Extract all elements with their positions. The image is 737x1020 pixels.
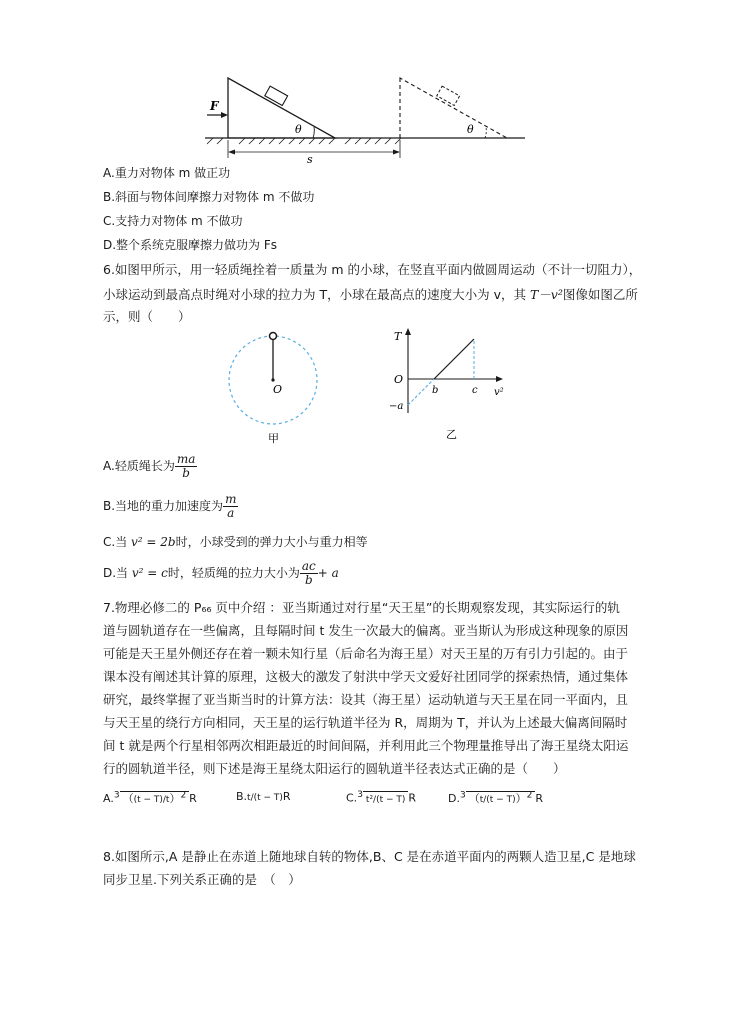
q6-stem-line3: 示，则（ ） <box>103 309 191 324</box>
q5-option-c: C.支持力对物体 m 不做功 <box>103 214 243 228</box>
incline-figure <box>195 70 535 170</box>
graph-neg-a-label: −a <box>389 401 404 412</box>
distance-label: s <box>307 153 313 166</box>
fig-jia-caption: 甲 <box>268 432 279 445</box>
circle-center-label: O <box>273 383 283 396</box>
q6-option-d: D.当 v² = c时，轻质绳的拉力大小为 $\frac{ac}{b}$ + a <box>103 559 339 587</box>
q7-line-5: 研究，最终掌握了亚当斯当时的计算方法：设其（海王星）运动轨道与天王星在同一平面内，且 <box>103 692 629 707</box>
q6-d-fraction: $\frac{ac}{b}$ <box>301 559 316 587</box>
q7-option-d: D.$^3$ $(t/(t - T))^2$ R <box>448 790 543 805</box>
graph-b-label: b <box>432 385 439 396</box>
angle-label-right: θ <box>467 123 474 136</box>
q6-stem-line2a: 小球运动到最高点时绳对小球的拉力为 T，小球在最高点的速度大小为 v，其 <box>103 287 530 302</box>
q8-line-2: 同步卫星.下列关系正确的是 （ ） <box>103 872 301 887</box>
graph-x-label: v² <box>494 387 504 398</box>
q6-option-a: A.轻质绳长为 $\frac{ma}{b}$ <box>103 452 196 480</box>
q6-option-c: C.当 v² = 2b时，小球受到的弹力大小与重力相等 <box>103 535 368 549</box>
q5-option-b: B.斜面与物体间摩擦力对物体 m 不做功 <box>103 190 315 204</box>
q5-option-d: D.整个系统克服摩擦力做功为 Fs <box>103 238 278 252</box>
q7-line-2: 道与圆轨道存在一些偏离，且每隔时间 t 发生一次最大的偏离。亚当斯认为形成这种现象的原因 <box>103 623 629 638</box>
q7-line-4: 课本没有阐述其计算的原理，这极大的激发了射洪中学天文爱好社团同学的探索热情，通过集体 <box>103 669 629 684</box>
graph-y-label: T <box>394 330 402 343</box>
q7-option-b: B.t/(t − T)R <box>236 790 291 803</box>
q5-option-a: A.重力对物体 m 做正功 <box>103 166 231 180</box>
q7-line-8: 行的圆轨道半径，则下述是海王星绕太阳运行的圆轨道半径表达式正确的是（ ） <box>103 761 566 776</box>
q8-line-1: 8.如图所示,A 是静止在赤道上随地球自转的物体,B、C 是在赤道平面内的两颗人造卫星,C 是地球 <box>103 849 636 864</box>
force-label: F <box>210 99 219 113</box>
q7-line-1: 7.物理必修二的 P₆₆ 页中介绍 ：亚当斯通过对行星“天王星”的长期观察发现，其实际运行的轨 <box>103 600 620 615</box>
q6-b-fraction: $\frac{m}{a}$ <box>225 492 237 520</box>
angle-label-left: θ <box>295 123 302 136</box>
q6-a-fraction: $\frac{ma}{b}$ <box>176 452 196 480</box>
q7-line-6: 与天王星的绕行方向相同，天王星的运行轨道半径为 R，周期为 T，并认为上述最大偏离间隔时 <box>103 715 628 730</box>
q6-stem-line2 <box>103 285 638 303</box>
t-v2-graph <box>388 325 518 450</box>
q6-stem-line1: 6.如图甲所示，用一轻质绳拴着一质量为 m 的小球，在竖直平面内做圆周运动（不计一切阻力）， <box>103 262 642 277</box>
q7-line-7: 间 t 就是两个行星相邻两次相距最近的时间间隔，并利用此三个物理量推导出了海王星绕太阳运 <box>103 738 629 753</box>
q6-stem-formula: T－v² <box>529 287 563 302</box>
fig-yi-caption: 乙 <box>446 428 457 441</box>
q7-option-a: A.$^3$ $((t - T)/t)^2$ R <box>103 790 197 805</box>
q7-option-c: C.$^3$ t²/(t − T) R <box>346 790 417 805</box>
graph-origin-label: O <box>394 373 404 386</box>
q6-option-b: B.当地的重力加速度为 $\frac{m}{a}$ <box>103 492 237 520</box>
circle-figure <box>228 330 318 450</box>
q6-stem-line2c: 图像如图乙所 <box>562 287 638 302</box>
graph-c-label: c <box>472 385 478 396</box>
q7-line-3: 可能是天王星外侧还存在着一颗未知行星（后命名为海王星）对天王星的万有引力引起的。由于 <box>103 646 629 661</box>
